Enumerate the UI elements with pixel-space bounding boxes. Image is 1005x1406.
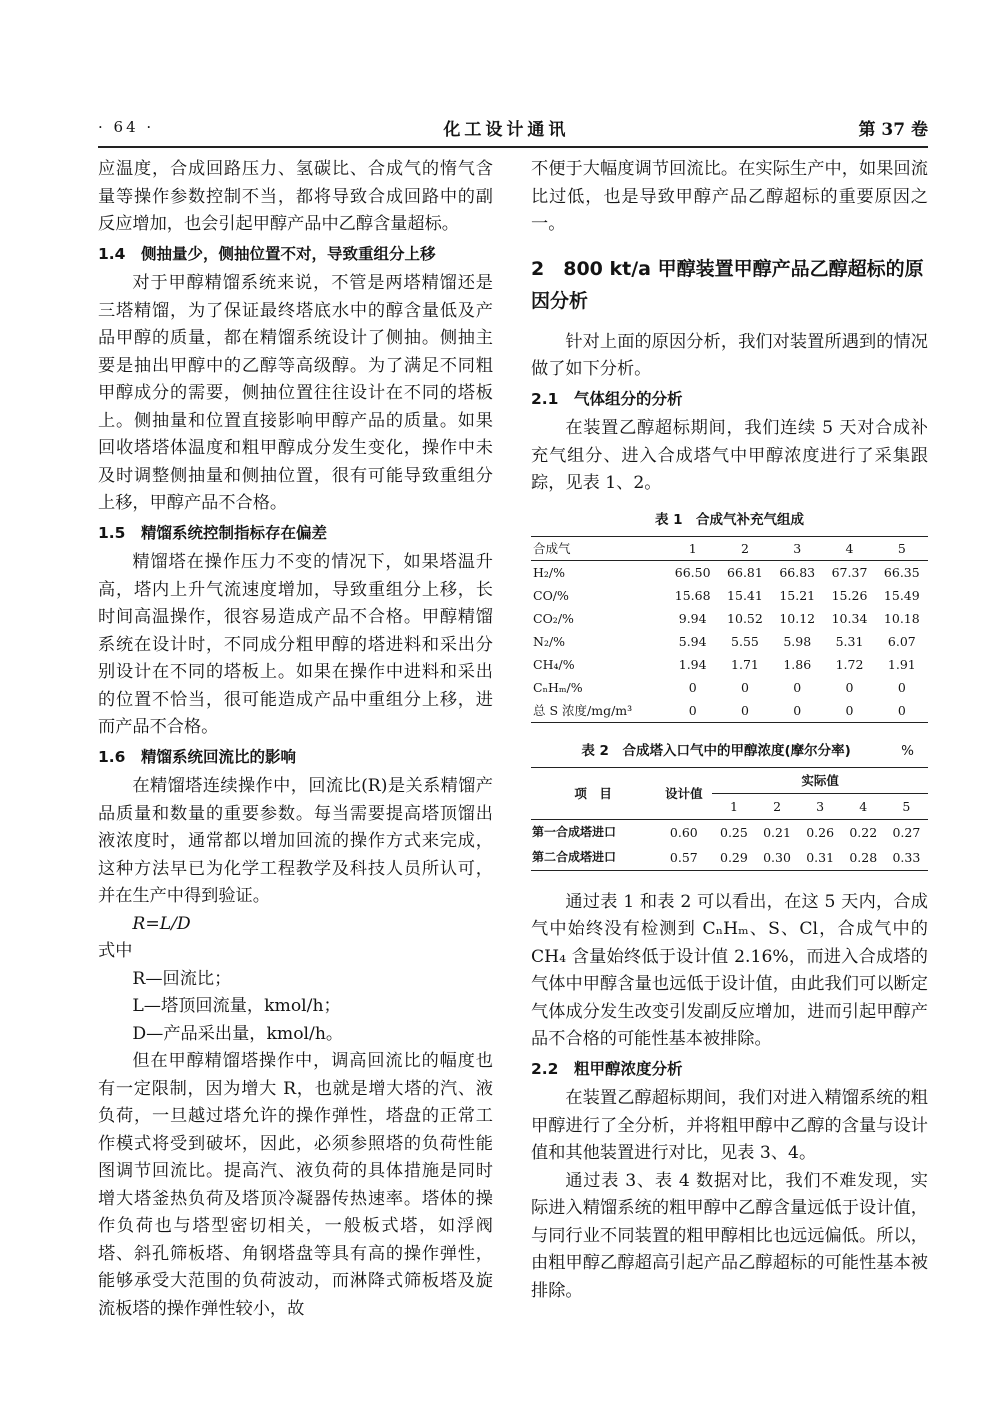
table-cell: 6.07 bbox=[887, 633, 916, 649]
table-2 bbox=[531, 741, 928, 871]
table-header-cell: 2 bbox=[740, 540, 749, 556]
table-cell: 0.22 bbox=[849, 824, 878, 840]
equation: R=L/D bbox=[132, 913, 191, 934]
journal-title: 化工设计通讯 bbox=[443, 119, 570, 140]
table-cell: 0 bbox=[793, 702, 802, 718]
definition-d: D—产品采出量，kmol/h。 bbox=[132, 1023, 344, 1044]
volume-label: 第 37 卷 bbox=[858, 119, 928, 140]
table-cell: 0 bbox=[688, 702, 697, 718]
table-cell: 0 bbox=[845, 702, 854, 718]
right-column bbox=[531, 156, 928, 1305]
table-cell: 0 bbox=[740, 679, 749, 695]
table-cell: 66.83 bbox=[779, 564, 816, 580]
paragraph: 在装置乙醇超标期间，我们对进入精馏系统的粗甲醇进行了全分析，并将粗甲醇中乙醇的含量与设计值和其他装置进行对比，见表 3、4。 bbox=[531, 1088, 928, 1163]
table-row bbox=[531, 630, 928, 653]
table-cell: 0.26 bbox=[806, 824, 835, 840]
table-cell: 15.68 bbox=[674, 587, 711, 603]
table-cell: 1.94 bbox=[678, 656, 707, 672]
paragraph: 对于甲醇精馏系统来说，不管是两塔精馏还是三塔精馏，为了保证最终塔底水中的醇含量低及产品甲醇的质量，都在精馏系统设计了侧抽。侧抽主要是抽出甲醇中的乙醇等高级醇。为了满足不同粗甲醇成分的需要，侧抽位置往往设计在不同的塔板上。侧抽量和位置直接影响甲醇产品的质量。如果回收塔塔体温度和粗甲醇成分发生变化，操作中未及时调整侧抽量和侧抽位置，很有可能导致重组分上移，甲醇产品不合格。 bbox=[98, 273, 493, 513]
table-cell: 0.30 bbox=[763, 849, 791, 865]
table-cell: 5.94 bbox=[678, 633, 707, 649]
table-row bbox=[531, 845, 928, 871]
table-cell: 15.21 bbox=[779, 587, 816, 603]
table-cell: 15.41 bbox=[727, 587, 763, 603]
table-header-cell: 设计值 bbox=[655, 767, 712, 819]
section-heading-2-2: 2.2 粗甲醇浓度分析 bbox=[531, 1059, 683, 1078]
table-body bbox=[531, 536, 928, 723]
table-cell: 0 bbox=[845, 679, 854, 695]
table-header-cell: 5 bbox=[885, 793, 928, 819]
table-row bbox=[531, 560, 928, 584]
table-cell: 0.21 bbox=[763, 824, 791, 840]
table-header-cell: 合成气 bbox=[533, 540, 571, 556]
paragraph: 在精馏塔连续操作中，回流比(R)是关系精馏产品质量和数量的重要参数。每当需要提高塔顶馏出液浓度时，通常都以增加回流的操作方式来完成，这种方法早已为化学工程教学及科技人员所认可，并在生产中得到验证。 bbox=[98, 776, 493, 906]
table-cell: 0.27 bbox=[892, 824, 921, 840]
table-cell: 66.35 bbox=[883, 564, 920, 580]
table-cell: 67.37 bbox=[831, 564, 868, 580]
section-heading-2-1: 2.1 气体组分的分析 bbox=[531, 389, 683, 408]
table-cell: 9.94 bbox=[678, 610, 707, 626]
table-cell: 0 bbox=[793, 679, 802, 695]
table-header-cell: 5 bbox=[897, 540, 906, 556]
section-heading-1-4: 1.4 侧抽量少，侧抽位置不对，导致重组分上移 bbox=[98, 244, 436, 263]
table-cell: 5.31 bbox=[835, 633, 864, 649]
definition-r: R—回流比； bbox=[132, 968, 232, 989]
table-cell: 第一合成塔进口 bbox=[532, 824, 617, 839]
table-cell: 1.91 bbox=[887, 656, 916, 672]
table-cell: 15.49 bbox=[883, 587, 920, 603]
paragraph: 但在甲醇精馏塔操作中，调高回流比的幅度也有一定限制，因为增大 R，也就是增大塔的汽、液负荷，一旦越过塔允许的操作弹性，塔盘的正常工作模式将受到破坏，因此，必须参照塔的负荷性能图调节回流比。提高汽、液负荷的具体措施是同时增大塔釜热负荷及塔顶冷凝器传热速率。塔体的操作负荷也与塔型密切相关，一般板式塔，如浮阀塔、斜孔筛板塔、角钢塔盘等具有高的操作弹性，能够承受大范围的负荷波动，而淋降式筛板塔及旋流板塔的操作弹性较小，故 bbox=[98, 1051, 493, 1319]
table-row bbox=[531, 607, 928, 630]
table-row bbox=[531, 699, 928, 723]
page-number: · 64 · bbox=[98, 118, 155, 136]
table-cell: 0.31 bbox=[806, 849, 835, 865]
section-heading-1-6: 1.6 精馏系统回流比的影响 bbox=[98, 747, 296, 766]
definition-l: L—塔顶回流量，kmol/h； bbox=[132, 996, 341, 1016]
table-cell: 第二合成塔进口 bbox=[532, 849, 617, 864]
table-body bbox=[531, 767, 928, 871]
table-caption bbox=[531, 741, 928, 761]
paragraph: 针对上面的原因分析，我们对装置所遇到的情况做了如下分析。 bbox=[531, 331, 928, 379]
header-rule bbox=[98, 146, 928, 148]
table-cell: CH₄/% bbox=[533, 656, 575, 672]
section-heading-1-5: 1.5 精馏系统控制指标存在偏差 bbox=[98, 523, 327, 542]
table-cell: 66.50 bbox=[674, 564, 711, 580]
table-header-cell: 3 bbox=[793, 540, 802, 556]
table-header-cell: 4 bbox=[842, 793, 885, 819]
table-cell: N₂/% bbox=[533, 633, 566, 649]
table-unit: % bbox=[901, 742, 914, 759]
paragraph: 在装置乙醇超标期间，我们连续 5 天对合成补充气组分、进入合成塔气中甲醇浓度进行了采集跟踪，见表 1、2。 bbox=[531, 418, 928, 493]
left-column bbox=[98, 156, 493, 1323]
chapter-heading-2: 2 800 kt/a 甲醇装置甲醇产品乙醇超标的原因分析 bbox=[531, 257, 924, 312]
table-row bbox=[531, 676, 928, 699]
table-cell: 5.55 bbox=[731, 633, 759, 649]
table-cell: 0.60 bbox=[669, 824, 698, 840]
table-cell: 66.81 bbox=[727, 564, 763, 580]
table-cell: 0 bbox=[688, 679, 697, 695]
table-cell: 10.18 bbox=[883, 610, 920, 626]
table-header-cell: 实际值 bbox=[801, 772, 839, 788]
table-cell: 0.29 bbox=[720, 849, 748, 865]
table-caption-text: 表 2 合成塔入口气中的甲醇浓度(摩尔分率) bbox=[581, 742, 851, 759]
table-1 bbox=[531, 510, 928, 723]
table-header-cell: 3 bbox=[799, 793, 842, 819]
table-header-cell: 4 bbox=[845, 540, 854, 556]
table-cell: CO₂/% bbox=[533, 610, 574, 626]
paragraph: 不便于大幅度调节回流比。在实际生产中，如果回流比过低，也是导致甲醇产品乙醇超标的重要原因之一。 bbox=[531, 159, 928, 234]
table-header-cell: 1 bbox=[712, 793, 755, 819]
table-cell: 1.72 bbox=[835, 656, 864, 672]
paragraph: 应温度，合成回路压力、氢碳比、合成气的惰气含量等操作参数控制不当，都将导致合成回路中的副反应增加，也会引起甲醇产品中乙醇含量超标。 bbox=[98, 159, 493, 234]
table-cell: CO/% bbox=[533, 587, 569, 603]
paragraph: 精馏塔在操作压力不变的情况下，如果塔温升高，塔内上升气流速度增加，导致重组分上移，长时间高温操作，很容易造成产品不合格。甲醇精馏系统在设计时，不同成分粗甲醇的塔进料和采出分别设计在不同的塔板上。如果在操作中进料和采出的位置不恰当，很可能造成产品中重组分上移，进而产品不合格。 bbox=[98, 552, 493, 737]
running-header bbox=[98, 112, 928, 142]
table-cell: 10.34 bbox=[831, 610, 868, 626]
table-cell: 0.28 bbox=[849, 849, 878, 865]
table-cell: 0 bbox=[897, 679, 906, 695]
table-row bbox=[531, 584, 928, 607]
table-cell: H₂/% bbox=[533, 564, 566, 580]
table-row bbox=[531, 653, 928, 676]
table-cell: 15.26 bbox=[831, 587, 868, 603]
table-cell: 10.52 bbox=[727, 610, 763, 626]
table-cell: CₙHₘ/% bbox=[533, 679, 583, 695]
table-row bbox=[531, 819, 928, 845]
table-header-row bbox=[531, 767, 928, 793]
table-caption: 表 1 合成气补充气组成 bbox=[654, 511, 805, 528]
table-cell: 0.57 bbox=[669, 849, 698, 865]
table-header-cell: 2 bbox=[755, 793, 798, 819]
where-label: 式中 bbox=[98, 941, 133, 961]
table-header-cell: 项 目 bbox=[531, 767, 655, 819]
table-cell: 5.98 bbox=[783, 633, 812, 649]
table-cell: 0 bbox=[897, 702, 906, 718]
table-cell: 10.12 bbox=[779, 610, 816, 626]
paragraph: 通过表 3、表 4 数据对比，我们不难发现，实际进入精馏系统的粗甲醇中乙醇含量远低于设计值，与同行业不同装置的粗甲醇相比也远远偏低。所以，由粗甲醇乙醇超高引起产品乙醇超标的可能性基本被排除。 bbox=[531, 1170, 928, 1301]
table-cell: 0 bbox=[740, 702, 749, 718]
table-cell: 总 S 浓度/mg/m³ bbox=[533, 702, 633, 718]
table-header-cell: 1 bbox=[688, 540, 697, 556]
table-cell: 1.86 bbox=[783, 656, 812, 672]
paragraph: 通过表 1 和表 2 可以看出，在这 5 天内，合成气中始终没有检测到 CₙHₘ、S、Cl，合成气中的 CH₄ 含量始终低于设计值 2.16%，而进入合成塔的气体中甲醇含量也远低于设计值，由此我们可以断定气体成分发生改变引发副反应增加，进而引起甲醇产品不合格的可能性基本被排除。 bbox=[531, 891, 928, 1049]
table-cell: 0.33 bbox=[892, 849, 921, 865]
table-cell: 0.25 bbox=[720, 824, 748, 840]
table-cell: 1.71 bbox=[731, 656, 759, 672]
table-header-row bbox=[531, 536, 928, 560]
